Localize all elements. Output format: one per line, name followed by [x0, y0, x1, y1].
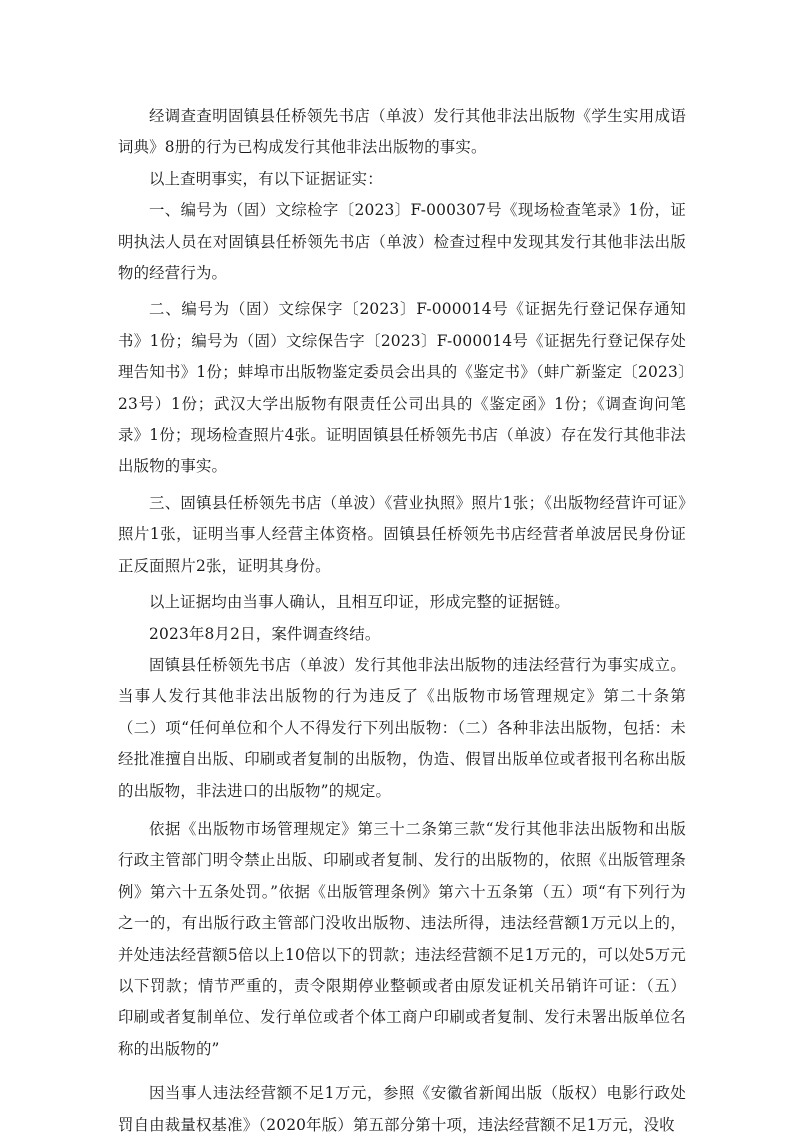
paragraph-penalty-reference: 因当事人违法经营额不足1万元，参照《安徽省新闻出版（版权）电影行政处罚自由裁量权基准》（2020年版）第五部分第十项，违法经营额不足1万元，没收	[118, 1084, 686, 1134]
paragraph-violation-finding: 固镇县任桥领先书店（单波）发行其他非法出版物的违法经营行为事实成立。当事人发行其他非法出版物的行为违反了《出版物市场管理规定》第二十条第（二）项“任何单位和个人不得发行下列出版物：（二）各种非法出版物，包括：未经批准擅自出版、印刷或者复制的出版物，伪造、假冒出版单位或者报刊名称出版的出版物，非法进口的出版物”的规定。	[118, 655, 686, 800]
paragraph-evidence-2: 二、编号为（固）文综保字〔2023〕F-000014号《证据先行登记保存通知书》1份；编号为（固）文综保告字〔2023〕F-000014号《证据先行登记保存处理告知书》1份；蚌埠市出版物鉴定委员会出具的《鉴定书》（蚌广新鉴定〔2023〕23号）1份；武汉大学出版物有限责任公司出具的《鉴定函》1份；《调查询问笔录》1份；现场检查照片4张。证明固镇县任桥领先书店（单波）存在发行其他非法出版物的事实。	[118, 300, 686, 476]
paragraph-legal-basis: 依据《出版物市场管理规定》第三十二条第三款“发行其他非法出版物和出版行政主管部门明令禁止出版、印刷或者复制、发行的出版物的，依照《出版管理条例》第六十五条处罚。”依据《出版管理条例》第六十五条第（五）项“有下列行为之一的，有出版行政主管部门没收出版物、违法所得，违法经营额1万元以上的，并处违法经营额5倍以上10倍以下的罚款；违法经营额不足1万元的，可以处5万元以下罚款；情节严重的，责令限期停业整顿或者由原发证机关吊销许可证：（五）印刷或者复制单位、发行单位或者个体工商户印刷或者复制、发行未署出版单位名称的出版物的”	[118, 819, 686, 1058]
paragraph-evidence-chain: 以上证据均由当事人确认，且相互印证，形成完整的证据链。	[149, 593, 570, 612]
paragraph-investigation-finding: 经调查查明固镇县任桥领先书店（单波）发行其他非法出版物《学生实用成语词典》8册的行为已构成发行其他非法出版物的事实。	[118, 107, 686, 157]
paragraph-evidence-intro: 以上查明事实，有以下证据证实：	[149, 169, 383, 188]
paragraph-evidence-3: 三、固镇县任桥领先书店（单波）《营业执照》照片1张；《出版物经营许可证》照片1张，证明当事人经营主体资格。固镇县任桥领先书店经营者单波居民身份证正反面照片2张，证明其身份。	[118, 493, 686, 575]
paragraph-evidence-1: 一、编号为（固）文综检字〔2023〕F-000307号《现场检查笔录》1份，证明执法人员在对固镇县任桥领先书店（单波）检查过程中发现其发行其他非法出版物的经营行为。	[118, 201, 686, 283]
document-body	[118, 101, 686, 1141]
paragraph-investigation-end-date: 2023年8月2日，案件调查终结。	[149, 624, 381, 643]
